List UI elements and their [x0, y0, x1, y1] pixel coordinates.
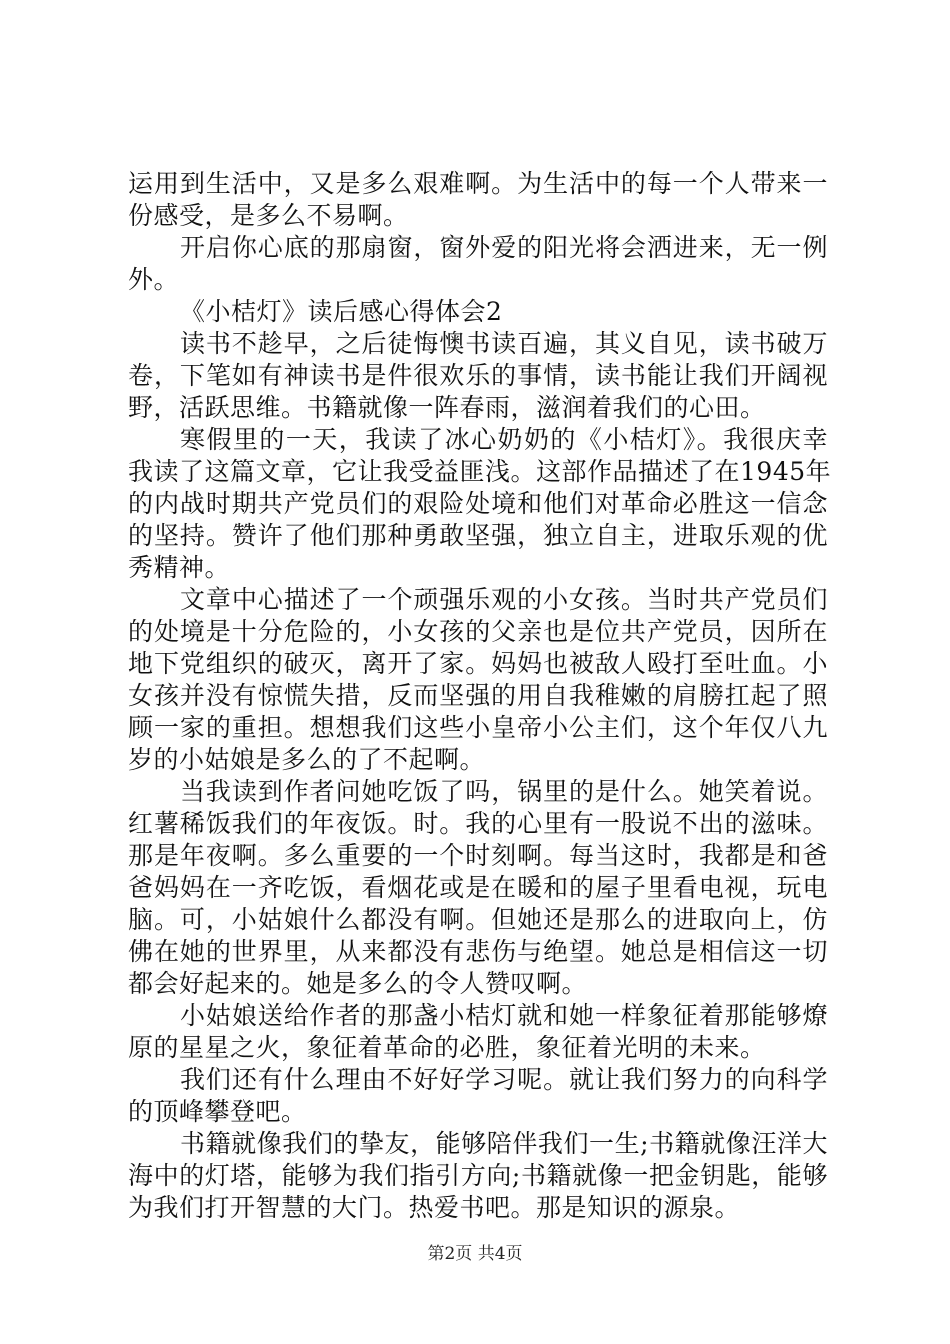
text-line: 运用到生活中，又是多么艰难啊。为生活中的每一个人带来一 [128, 169, 828, 198]
text-line: 的坚持。赞许了他们那种勇敢坚强，独立自主，进取乐观的优 [128, 521, 828, 550]
text-line: 岁的小姑娘是多么的了不起啊。 [128, 745, 486, 774]
page-number-footer: 第2页 共4页 [427, 1244, 523, 1264]
text-line: 地下党组织的破灭，离开了家。妈妈也被敌人殴打至吐血。小 [128, 649, 828, 678]
text-line: 卷，下笔如有神读书是件很欢乐的事情，读书能让我们开阔视 [128, 361, 828, 390]
text-line: 野，活跃思维。书籍就像一阵春雨，滋润着我们的心田。 [128, 393, 766, 422]
text-line: 小姑娘送给作者的那盏小桔灯就和她一样象征着那能够燎 [180, 1001, 828, 1030]
text-line: 外。 [128, 265, 180, 294]
text-line: 佛在她的世界里，从来都没有悲伤与绝望。她总是相信这一切 [128, 937, 828, 966]
text-line: 顾一家的重担。想想我们这些小皇帝小公主们，这个年仅八九 [128, 713, 828, 742]
text-line: 为我们打开智慧的大门。热爱书吧。那是知识的源泉。 [128, 1193, 741, 1222]
text-line: 文章中心描述了一个顽强乐观的小女孩。当时共产党员们 [180, 585, 828, 614]
text-line: 的内战时期共产党员们的艰险处境和他们对革命必胜这一信念 [128, 489, 828, 518]
text-line: 秀精神。 [128, 553, 231, 582]
text-line: 那是年夜啊。多么重要的一个时刻啊。每当这时，我都是和爸 [128, 841, 828, 870]
text-line: 份感受，是多么不易啊。 [128, 201, 409, 230]
text-line: 书籍就像我们的挚友，能够陪伴我们一生;书籍就像汪洋大 [180, 1129, 828, 1158]
document-body [128, 168, 832, 1224]
text-line: 红薯稀饭我们的年夜饭。时。我的心里有一股说不出的滋味。 [128, 809, 828, 838]
text-line: 我读了这篇文章，它让我受益匪浅。这部作品描述了在1945年 [128, 457, 832, 486]
text-line: 女孩并没有惊慌失措，反而坚强的用自我稚嫩的肩膀扛起了照 [128, 681, 828, 710]
text-line: 当我读到作者问她吃饭了吗，锅里的是什么。她笑着说。 [180, 777, 828, 806]
text-line: 开启你心底的那扇窗，窗外爱的阳光将会洒进来，无一例 [180, 233, 828, 262]
text-line: 《小桔灯》读后感心得体会2 [180, 297, 503, 326]
text-line: 原的星星之火，象征着革命的必胜，象征着光明的未来。 [128, 1033, 766, 1062]
text-line: 海中的灯塔，能够为我们指引方向;书籍就像一把金钥匙，能够 [128, 1161, 828, 1190]
text-line: 爸妈妈在一齐吃饭，看烟花或是在暖和的屋子里看电视，玩电 [128, 873, 828, 902]
text-line: 读书不趁早，之后徒悔懊书读百遍，其义自见，读书破万 [180, 329, 828, 358]
text-line: 的处境是十分危险的，小女孩的父亲也是位共产党员，因所在 [128, 617, 828, 646]
text-line: 脑。可，小姑娘什么都没有啊。但她还是那么的进取向上，仿 [128, 905, 828, 934]
text-line: 都会好起来的。她是多么的令人赞叹啊。 [128, 969, 588, 998]
text-line: 寒假里的一天，我读了冰心奶奶的《小桔灯》。我很庆幸 [180, 425, 828, 454]
text-line: 的顶峰攀登吧。 [128, 1097, 307, 1126]
text-line: 我们还有什么理由不好好学习呢。就让我们努力的向科学 [180, 1065, 828, 1094]
